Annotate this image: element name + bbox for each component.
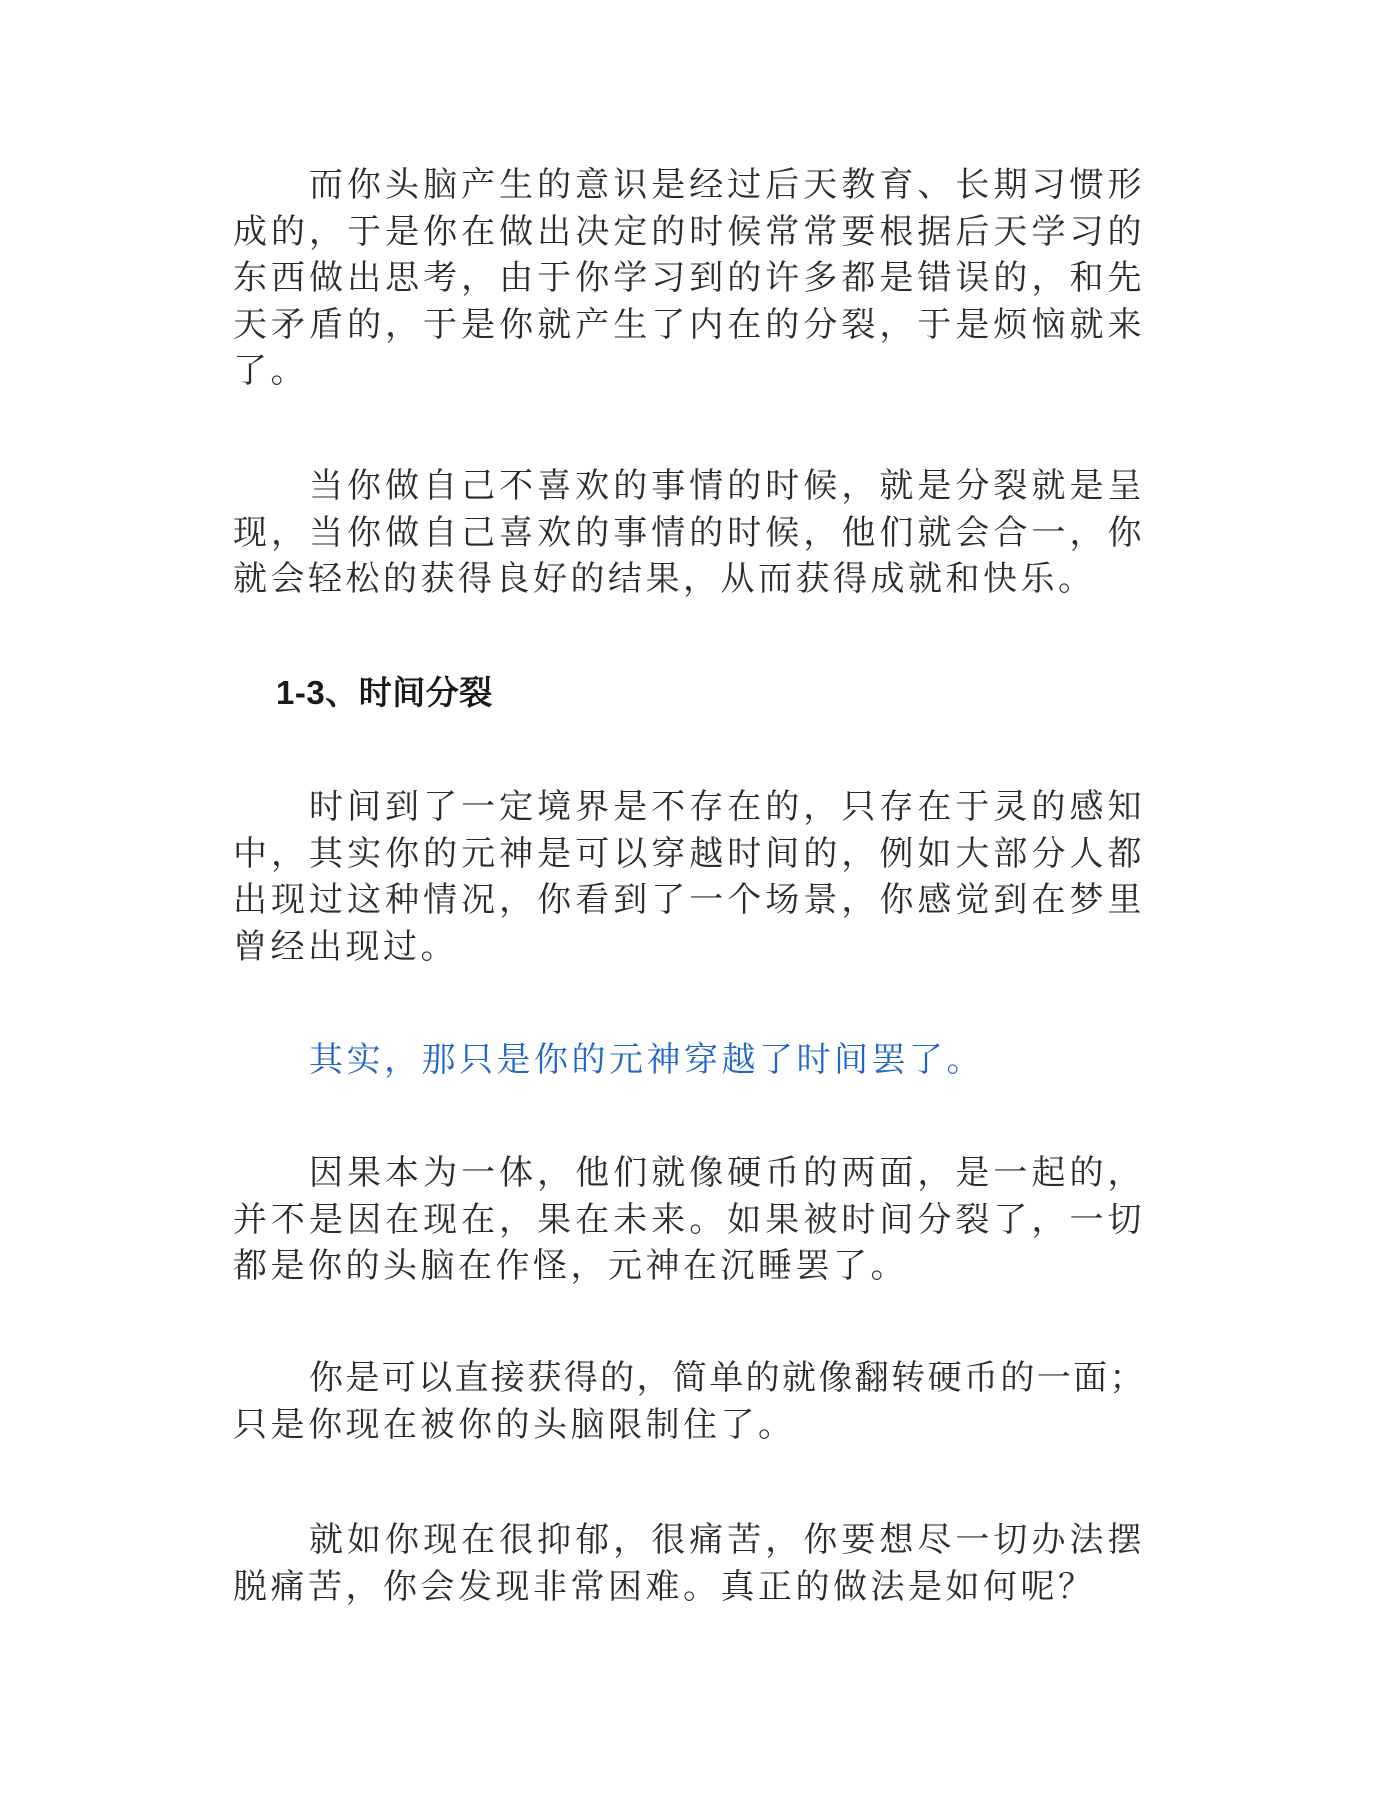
paragraph-time xyxy=(233,784,1145,970)
paragraph-line: 只是你现在被你的头脑限制住了。 xyxy=(233,1404,796,1445)
paragraph-depression xyxy=(233,1517,1145,1610)
paragraph-line: 当你做自己不喜欢的事情的时候，就是分裂就是呈 xyxy=(309,466,1145,506)
paragraph-line: 天矛盾的，于是你就产生了内在的分裂，于是烦恼就来 xyxy=(233,304,1145,345)
paragraph-line: 时间到了一定境界是不存在的，只存在于灵的感知 xyxy=(309,787,1145,827)
paragraph-cause-effect xyxy=(233,1150,1145,1290)
paragraph-line: 其实，那只是你的元神穿越了时间罢了。 xyxy=(309,1040,984,1080)
paragraph-line: 了。 xyxy=(233,351,308,392)
paragraph-line: 都是你的头脑在作怪，元神在沉睡罢了。 xyxy=(233,1246,908,1287)
paragraph-line: 现，当你做自己喜欢的事情的时候，他们就会合一，你 xyxy=(233,512,1145,553)
paragraph-line: 你是可以直接获得的，简单的就像翻转硬币的一面； xyxy=(309,1358,1145,1398)
paragraph-line: 就会轻松的获得良好的结果，从而获得成就和快乐。 xyxy=(233,559,1096,600)
paragraph-line: 东西做出思考，由于你学习到的许多都是错误的，和先 xyxy=(233,258,1145,299)
paragraph-line: 中，其实你的元神是可以穿越时间的，例如大部分人都 xyxy=(233,833,1145,874)
paragraph-line: 出现过这种情况，你看到了一个场景，你感觉到在梦里 xyxy=(233,880,1145,921)
paragraph-line: 因果本为一体，他们就像硬币的两面，是一起的， xyxy=(309,1153,1145,1193)
paragraph-line: 脱痛苦，你会发现非常困难。真正的做法是如何呢？ xyxy=(233,1566,1096,1607)
paragraph-line: 而你头脑产生的意识是经过后天教育、长期习惯形 xyxy=(309,165,1145,205)
paragraph-unity-division xyxy=(233,463,1145,603)
paragraph-line: 曾经出现过。 xyxy=(233,926,458,967)
highlighted-sentence xyxy=(233,1037,1145,1084)
paragraph-line: 成的，于是你在做出决定的时候常常要根据后天学习的 xyxy=(233,211,1145,252)
paragraph-line: 就如你现在很抑郁，很痛苦，你要想尽一切办法摆 xyxy=(309,1520,1145,1560)
paragraph-coin xyxy=(233,1355,1145,1448)
section-heading: 1-3、时间分裂 xyxy=(276,674,493,711)
paragraph-line: 并不是因在现在，果在未来。如果被时间分裂了，一切 xyxy=(233,1199,1145,1240)
paragraph-inner-division xyxy=(233,162,1145,395)
